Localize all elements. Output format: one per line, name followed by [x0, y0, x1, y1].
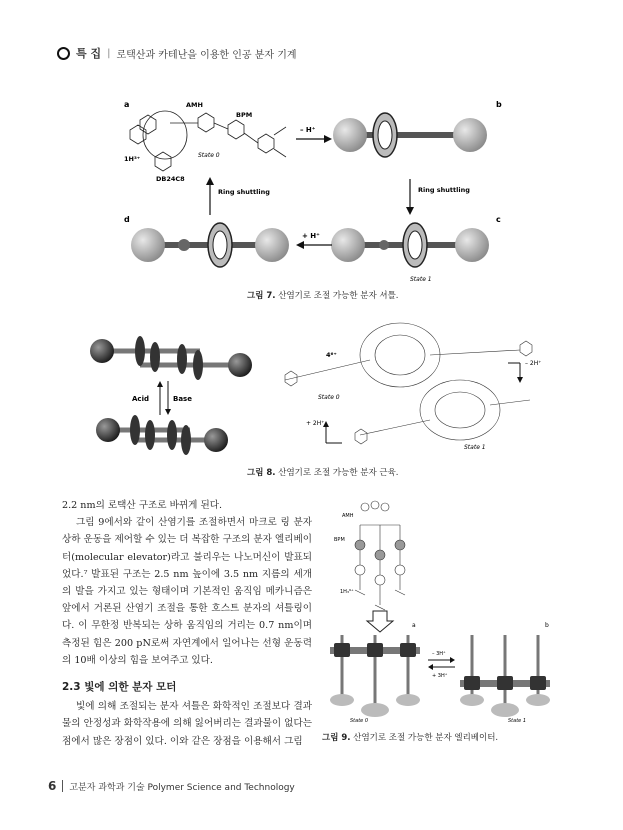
- header-title: 로택산과 카테난을 이용한 인공 분자 기계: [116, 49, 297, 61]
- fig8-label-acid: Acid: [132, 395, 149, 403]
- fig7-panel-b: b: [496, 100, 502, 109]
- figure-7-caption-label: 그림 7.: [247, 291, 276, 301]
- fig7-shuttling-left: Ring shuttling: [218, 188, 270, 196]
- fig9-label-1h: 1H₃⁹⁺: [340, 589, 354, 595]
- fig7-shuttling-right: Ring shuttling: [418, 186, 470, 194]
- figure-8-caption-text: 산염기로 조절 가능한 분자 근육.: [278, 468, 399, 478]
- stopper-ball: [331, 228, 365, 262]
- fig8-label-plus2h: + 2H⁺: [306, 420, 325, 427]
- fig7-label-1h: 1H³⁺: [124, 155, 141, 163]
- footer-divider: [62, 780, 63, 792]
- fig7-label-amh: AMH: [186, 101, 203, 109]
- section-bullet-icon: [57, 47, 70, 60]
- fig7-rotaxane-d: [131, 223, 289, 267]
- body-paragraph-2: 그림 9에서와 같이 산염기를 조절하면서 마크로 링 분자 상하 운동을 제어할 수 있는 더 복잡한 구조의 분자 엘리베이터(molecular elevator)라고 불리우는 나노머신이 발표되었다.⁷ 발표된 구조는 2.5 nm 높이에 3.5 nm 지름의 세개의 발을 가지고 있는 형태이며 기본적인 움직임 메카니즘은 앞에서 거론된 산염기 조절을 통한 호스트 분자의 셔틀링이다. 이 무한정 반복되는 상하 움직임의 거리는 0.7 nm이며 측정된 힘은 200 pN로써 자연계에서 일어나는 선형 운동력의 10배 이상의 힘을 보여주고 있다.: [62, 517, 312, 666]
- figure-7-caption-text: 산염기로 조절 가능한 분자 셔틀.: [278, 291, 399, 301]
- stopper-ball: [131, 228, 165, 262]
- section-heading: 2.3 빛에 의한 분자 모터: [62, 681, 177, 694]
- fig7-label-bpm: BPM: [236, 111, 253, 119]
- fig9-label-bpm: BPM: [334, 537, 345, 543]
- body-paragraph-1: 2.2 nm의 로택산 구조로 바뀌게 된다.: [62, 500, 223, 511]
- page-footer: [48, 779, 295, 793]
- fig7-rotaxane-b: [333, 113, 487, 157]
- fig7-panel-c: c: [496, 215, 501, 224]
- fig9-panel-a: a: [412, 622, 416, 629]
- fig9-label-state0: State 0: [350, 718, 369, 724]
- fig8-label-state0: State 0: [318, 394, 340, 401]
- figure-8-caption: [247, 466, 399, 478]
- figure-7-diagram: [110, 95, 510, 285]
- running-header: [57, 45, 297, 61]
- figure-9-caption-label: 그림 9.: [322, 733, 351, 743]
- fig7-label-state1: State 1: [410, 276, 432, 283]
- fig9-label-plus3h: + 3H⁺: [432, 673, 448, 679]
- figure-8-diagram: [80, 315, 550, 460]
- fig9-elevator-state1: [460, 635, 550, 717]
- fig9-label-amh: AMH: [342, 513, 354, 519]
- fig8-label-minus2h: – 2H⁺: [525, 360, 542, 367]
- fig9-panel-b: b: [545, 622, 549, 629]
- stopper-ball: [453, 118, 487, 152]
- fig8-label-base: Base: [173, 395, 192, 403]
- fig7-label-db24c8: DB24C8: [156, 175, 185, 183]
- fig9-elevator-state0: [330, 635, 420, 717]
- stopper-ball: [455, 228, 489, 262]
- fig7-rotaxane-c: [331, 223, 489, 267]
- header-divider: |: [107, 47, 111, 59]
- fig9-chemical-structure: [355, 501, 405, 610]
- figure-8-caption-label: 그림 8.: [247, 468, 276, 478]
- figure-7-caption: [247, 289, 399, 301]
- page-number: 6: [48, 779, 57, 793]
- fig8-muscle-extended: [90, 336, 252, 380]
- body-paragraph-3: 빛에 의해 조절되는 분자 셔틀은 화학적인 조절보다 결과물의 안정성과 화학작용에 의해 잃어버리는 결과물이 없다는 점에서 많은 장점이 있다. 이와 같은 장점을 이용해서 그림: [62, 701, 312, 747]
- stopper-ball: [333, 118, 367, 152]
- figure-9-caption: [322, 731, 498, 743]
- fig8-label-4: 4⁶⁺: [326, 351, 337, 359]
- section-tag: 특 집: [76, 47, 102, 60]
- figure-9-caption-text: 산염기로 조절 가능한 분자 엘리베이터.: [353, 733, 499, 743]
- fig8-muscle-contracted: [96, 415, 228, 455]
- fig9-label-state1: State 1: [508, 718, 527, 724]
- article-body: [62, 497, 312, 750]
- fig9-label-minus3h: – 3H⁺: [432, 651, 446, 657]
- fig7-chemical-structure: [130, 111, 286, 171]
- fig7-arrow-bottom-label: + H⁺: [302, 232, 320, 240]
- fig8-label-state1: State 1: [464, 444, 486, 451]
- fig7-panel-a: a: [124, 100, 130, 109]
- fig7-panel-d: d: [124, 215, 130, 224]
- stopper-ball: [255, 228, 289, 262]
- figure-9-diagram: [320, 495, 555, 725]
- fig7-arrow-top-label: – H⁺: [300, 126, 316, 134]
- fig7-label-state0: State 0: [198, 152, 220, 159]
- journal-name: 고분자 과학과 기술 Polymer Science and Technology: [69, 782, 295, 793]
